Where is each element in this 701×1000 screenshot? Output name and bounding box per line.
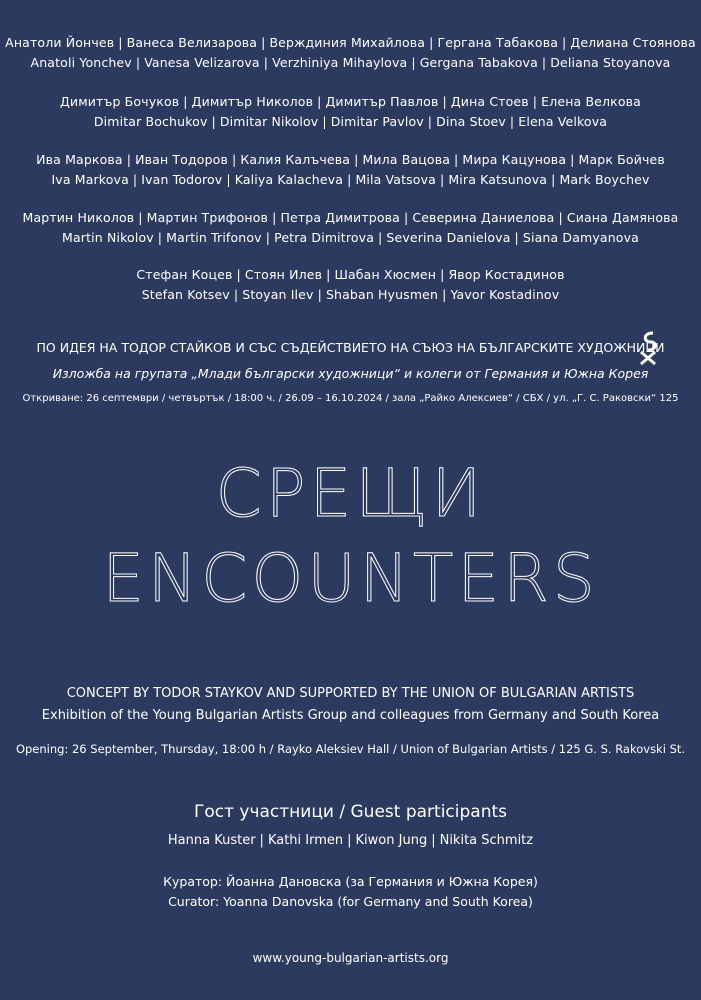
artist-name: Елена Велкова bbox=[541, 94, 641, 109]
name-separator: | bbox=[326, 267, 331, 282]
artist-name: Петра Димитрова bbox=[280, 210, 400, 225]
artist-name: Martin Nikolov bbox=[62, 230, 154, 245]
name-separator: | bbox=[135, 55, 141, 70]
artist-group bbox=[0, 265, 701, 305]
name-separator: | bbox=[440, 267, 445, 282]
guest-participants-list bbox=[0, 833, 701, 848]
artist-name: Mark Boychev bbox=[559, 172, 650, 187]
artist-name: Martin Trifonov bbox=[166, 230, 262, 245]
guest-name: Hanna Kuster bbox=[167, 833, 256, 848]
artist-name: Стоян Илев bbox=[244, 267, 323, 282]
name-separator: | bbox=[317, 287, 322, 302]
name-separator: | bbox=[231, 152, 237, 167]
name-separator: | bbox=[454, 152, 459, 167]
artist-names-line-bg bbox=[0, 150, 701, 170]
name-separator: | bbox=[558, 210, 563, 225]
name-separator: | bbox=[411, 55, 416, 70]
artist-name: Верждиния Михайлова bbox=[269, 35, 426, 50]
artist-name: Калия Калъчева bbox=[240, 152, 351, 167]
guest-participants-heading: Гост участници / Guest participants bbox=[193, 802, 507, 822]
artist-group bbox=[0, 208, 701, 248]
artist-name: Yavor Kostadinov bbox=[450, 287, 560, 302]
artist-names-line-en bbox=[0, 285, 701, 305]
artist-name: Димитър Павлов bbox=[325, 94, 439, 109]
artist-name: Shaban Hyusmen bbox=[325, 287, 439, 302]
artist-name: Мартин Трифонов bbox=[146, 210, 269, 225]
name-separator: | bbox=[272, 210, 277, 225]
name-separator: | bbox=[157, 230, 163, 245]
artist-names-line-en bbox=[0, 53, 701, 73]
name-separator: | bbox=[263, 55, 269, 70]
name-separator: | bbox=[354, 152, 359, 167]
name-separator: | bbox=[226, 172, 231, 187]
name-separator: | bbox=[347, 172, 352, 187]
guest-name: Kathi Irmen bbox=[267, 833, 344, 848]
artist-name: Vanesa Velizarova bbox=[144, 55, 260, 70]
name-separator: | bbox=[562, 35, 567, 50]
name-separator: | bbox=[541, 55, 547, 70]
artist-name: Mila Vatsova bbox=[355, 172, 436, 187]
concept-bulgarian: ПО ИДЕЯ НА ТОДОР СТАЙКОВ И СЪС СЪДЕЙСТВИЕТО НА СЪЮЗ НА БЪЛГАРСКИТЕ ХУДОЖНИЦИ bbox=[36, 340, 665, 355]
artist-name: Иван Тодоров bbox=[135, 152, 228, 167]
guest-name: Kiwon Jung bbox=[355, 833, 428, 848]
website-link[interactable]: www.young-bulgarian-artists.org bbox=[252, 951, 449, 965]
title-bulgarian: СРЕЩИ bbox=[215, 455, 486, 532]
artist-name: Димитър Бочуков bbox=[60, 94, 180, 109]
artist-name: Severina Danielova bbox=[386, 230, 511, 245]
artist-names-line-en bbox=[0, 228, 701, 248]
artist-name: Ванеса Велизарова bbox=[126, 35, 258, 50]
name-separator: | bbox=[551, 172, 556, 187]
artist-group bbox=[0, 33, 701, 73]
artist-name: Явор Костадинов bbox=[448, 267, 565, 282]
opening-info-english: Opening: 26 September, Thursday, 18:00 h / Rayko Aleksiev Hall / Union of Bulgarian Artists / 125 G. S. Rakovski St. bbox=[15, 742, 686, 756]
artist-name: Гергана Табакова bbox=[437, 35, 559, 50]
artist-name: Mira Katsunova bbox=[448, 172, 548, 187]
guest-name: Nikita Schmitz bbox=[439, 833, 534, 848]
name-separator: | bbox=[570, 152, 575, 167]
name-separator: | bbox=[317, 94, 322, 109]
artist-name: Dimitar Nikolov bbox=[219, 114, 319, 129]
sbh-logo-icon bbox=[637, 330, 659, 366]
curator-english: Curator: Yoanna Danovska (for Germany and South Korea) bbox=[168, 894, 533, 909]
subtitle-english: Exhibition of the Young Bulgarian Artists Group and colleagues from Germany and South Korea bbox=[41, 708, 660, 723]
name-separator: | bbox=[347, 833, 352, 848]
artist-names-line-en bbox=[0, 112, 701, 132]
name-separator: | bbox=[236, 267, 241, 282]
artist-name: Dimitar Pavlov bbox=[330, 114, 424, 129]
opening-info-bulgarian: Откриване: 26 септември / четвъртък / 18:00 ч. / 26.09 – 16.10.2024 / зала „Райко Алексиев“ / СБХ / ул. „Г. С. Раковски“ 125 bbox=[22, 393, 679, 404]
artist-name: Делиана Стоянова bbox=[570, 35, 696, 50]
subtitle-bulgarian: Изложба на групата „Млади български художници“ и колеги от Германия и Южна Корея bbox=[52, 366, 649, 381]
artist-name: Stefan Kotsev bbox=[141, 287, 230, 302]
artist-name: Gergana Tabakova bbox=[419, 55, 538, 70]
artist-name: Ива Маркова bbox=[36, 152, 123, 167]
artist-name: Северина Даниелова bbox=[412, 210, 555, 225]
name-separator: | bbox=[183, 94, 188, 109]
artist-name: Iva Markova bbox=[51, 172, 129, 187]
name-separator: | bbox=[427, 114, 433, 129]
artist-name: Анатоли Йончев bbox=[5, 35, 115, 50]
artist-name: Petra Dimitrova bbox=[274, 230, 375, 245]
name-separator: | bbox=[532, 94, 538, 109]
artist-name: Stoyan Ilev bbox=[242, 287, 314, 302]
name-separator: | bbox=[118, 35, 123, 50]
name-separator: | bbox=[322, 114, 327, 129]
artist-names-line-bg bbox=[0, 265, 701, 285]
name-separator: | bbox=[431, 833, 436, 848]
artist-name: Мартин Николов bbox=[22, 210, 135, 225]
name-separator: | bbox=[442, 94, 447, 109]
name-separator: | bbox=[442, 287, 447, 302]
artist-group bbox=[0, 92, 701, 132]
artist-name: Kaliya Kalacheva bbox=[234, 172, 344, 187]
artist-name: Ivan Todorov bbox=[141, 172, 223, 187]
name-separator: | bbox=[265, 230, 271, 245]
name-separator: | bbox=[233, 287, 239, 302]
curator-bulgarian: Куратор: Йоанна Дановска (за Германия и Южна Корея) bbox=[163, 874, 538, 889]
artist-name: Сиана Дамянова bbox=[566, 210, 679, 225]
artist-name: Марк Бойчев bbox=[578, 152, 665, 167]
name-separator: | bbox=[126, 152, 132, 167]
title-english: ENCOUNTERS bbox=[102, 540, 599, 617]
artist-name: Deliana Stoyanova bbox=[550, 55, 671, 70]
name-separator: | bbox=[138, 210, 143, 225]
artist-group bbox=[0, 150, 701, 190]
artist-name: Димитър Николов bbox=[191, 94, 314, 109]
name-separator: | bbox=[439, 172, 445, 187]
name-separator: | bbox=[429, 35, 434, 50]
name-separator: | bbox=[378, 230, 383, 245]
artist-name: Мила Вацова bbox=[362, 152, 451, 167]
artist-names-line-bg bbox=[0, 33, 701, 53]
artist-name: Стефан Коцев bbox=[136, 267, 233, 282]
name-separator: | bbox=[132, 172, 138, 187]
artist-name: Verzhiniya Mihaylova bbox=[272, 55, 408, 70]
artist-name: Дина Стоев bbox=[450, 94, 529, 109]
artist-name: Siana Damyanova bbox=[522, 230, 639, 245]
artist-name: Мира Кацунова bbox=[462, 152, 567, 167]
name-separator: | bbox=[261, 35, 266, 50]
concept-english: CONCEPT BY TODOR STAYKOV AND SUPPORTED BY THE UNION OF BULGARIAN ARTISTS bbox=[66, 686, 635, 701]
artist-name: Elena Velkova bbox=[518, 114, 608, 129]
name-separator: | bbox=[514, 230, 519, 245]
artist-names-line-bg bbox=[0, 208, 701, 228]
name-separator: | bbox=[259, 833, 264, 848]
artist-name: Dina Stoev bbox=[436, 114, 506, 129]
artist-names-line-en bbox=[0, 170, 701, 190]
artist-name: Dimitar Bochukov bbox=[93, 114, 208, 129]
artist-names-line-bg bbox=[0, 92, 701, 112]
name-separator: | bbox=[403, 210, 409, 225]
name-separator: | bbox=[509, 114, 515, 129]
artist-name: Шабан Хюсмен bbox=[334, 267, 437, 282]
name-separator: | bbox=[211, 114, 216, 129]
artist-name: Anatoli Yonchev bbox=[30, 55, 132, 70]
